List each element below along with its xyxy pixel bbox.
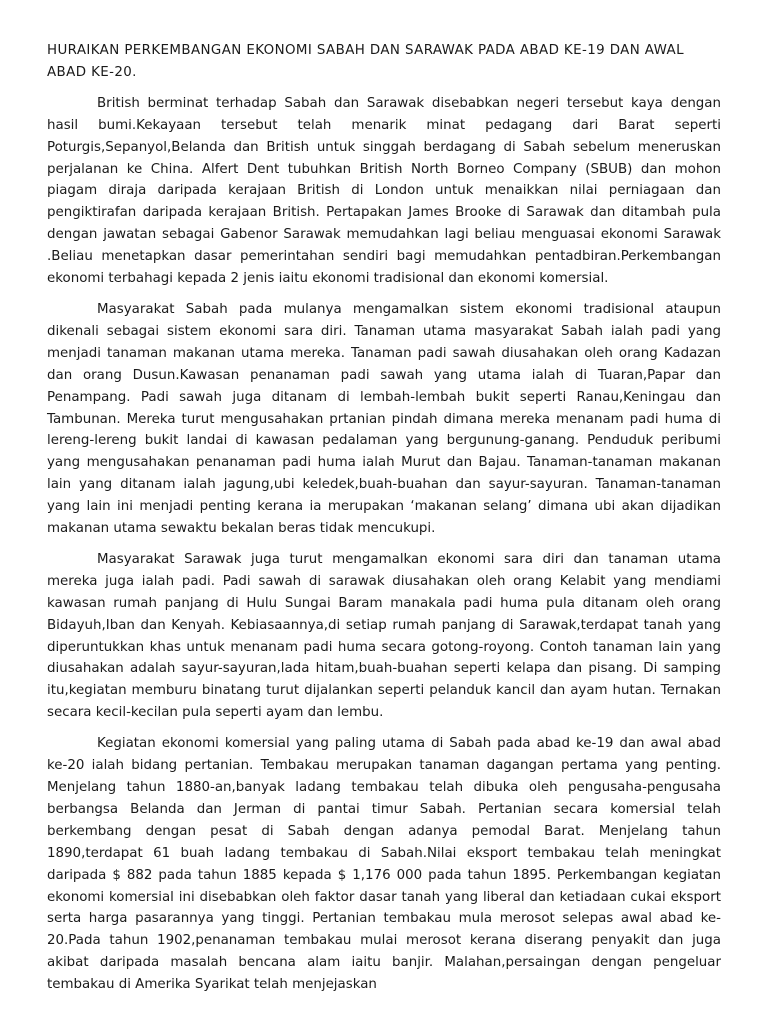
- document-title: HURAIKAN PERKEMBANGAN EKONOMI SABAH DAN SARAWAK PADA ABAD KE-19 DAN AWAL ABAD KE-20.: [47, 43, 684, 80]
- document-body: [47, 40, 721, 1005]
- paragraph-sabah-traditional: Masyarakat Sabah pada mulanya mengamalkan sistem ekonomi tradisional ataupun dikenali sebagai sistem ekonomi sara diri. Tanaman utama masyarakat Sabah ialah padi yang menjadi tanaman makanan utama mereka. Tanaman padi sawah diusahakan oleh orang Kadazan dan orang Dusun.Kawasan penanaman padi sawah yang utama ialah di Tuaran,Papar dan Penampang. Padi sawah juga ditanam di lembah-lembah bukit seperti Ranau,Keningau dan Tambunan. Mereka turut mengusahakan prtanian pindah dimana mereka menanam padi huma di lereng-lereng bukit landai di kawasan pedalaman yang bergunung-ganang. Penduduk peribumi yang mengusahakan penanaman padi huma ialah Murut dan Bajau. Tanaman-tanaman makanan lain yang ditanam ialah jagung,ubi keledek,buah-buahan dan sayur-sayuran. Tanaman-tanaman yang lain ini menjadi penting kerana ia merupakan ‘makanan selang’ dimana ubi akan dijadikan makanan utama sewaktu bekalan beras tidak mencukupi.: [47, 301, 721, 537]
- paragraph-intro: British berminat terhadap Sabah dan Sarawak disebabkan negeri tersebut kaya dengan hasil bumi.Kekayaan tersebut telah menarik minat pedagang dari Barat seperti Poturgis,Sepanyol,Belanda dan British untuk singgah berdagang di Sabah sebelum meneruskan perjalanan ke China. Alfert Dent tubuhkan British North Borneo Company (SBUB) dan mohon piagam diraja daripada kerajaan British di London untuk menaikkan nilai perniagaan dan pengiktirafan daripada kerajaan British. Pertapakan James Brooke di Sarawak dan ditambah pula dengan jawatan sebagai Gabenor Sarawak memudahkan lagi beliau menguasai ekonomi Sarawak .Beliau menetapkan dasar pemerintahan sendiri bagi memudahkan pentadbiran.Perkembangan ekonomi terbahagi kepada 2 jenis iaitu ekonomi tradisional dan ekonomi komersial.: [47, 95, 721, 287]
- paragraph-sarawak-traditional: Masyarakat Sarawak juga turut mengamalkan ekonomi sara diri dan tanaman utama mereka juga ialah padi. Padi sawah di sarawak diusahakan oleh orang Kelabit yang mendiami kawasan rumah panjang di Hulu Sungai Baram manakala padi huma pula ditanam oleh orang Bidayuh,Iban dan Kenyah. Kebiasaannya,di setiap rumah panjang di Sarawak,terdapat tanah yang diperuntukkan khas untuk menanam padi huma secara gotong-royong. Contoh tanaman lain yang diusahakan adalah sayur-sayuran,lada hitam,buah-buahan seperti kelapa dan pisang. Di samping itu,kegiatan memburu binatang turut dijalankan seperti pelanduk kancil dan ayam hutan. Ternakan secara kecil-kecilan pula seperti ayam dan lembu.: [47, 551, 721, 721]
- paragraph-sabah-commercial: Kegiatan ekonomi komersial yang paling utama di Sabah pada abad ke-19 dan awal abad ke-20 ialah bidang pertanian. Tembakau merupakan tanaman dagangan pertama yang penting. Menjelang tahun 1880-an,banyak ladang tembakau telah dibuka oleh pengusaha-pengusaha berbangsa Belanda dan Jerman di pantai timur Sabah. Pertanian secara komersial telah berkembang dengan pesat di Sabah dengan adanya pemodal Barat. Menjelang tahun 1890,terdapat 61 buah ladang tembakau di Sabah.Nilai eksport tembakau telah meningkat daripada $ 882 pada tahun 1885 kepada $ 1,176 000 pada tahun 1895. Perkembangan kegiatan ekonomi komersial ini disebabkan oleh faktor dasar tanah yang liberal dan ketiadaan cukai eksport serta harga pasarannya yang tinggi. Pertanian tembakau mula merosot selepas awal abad ke-20.Pada tahun 1902,penanaman tembakau mulai merosot kerana diserang penyakit dan juga akibat daripada masalah bencana alam iaitu banjir. Malahan,persaingan dengan pengeluar tembakau di Amerika Syarikat telah menjejaskan: [47, 736, 721, 993]
